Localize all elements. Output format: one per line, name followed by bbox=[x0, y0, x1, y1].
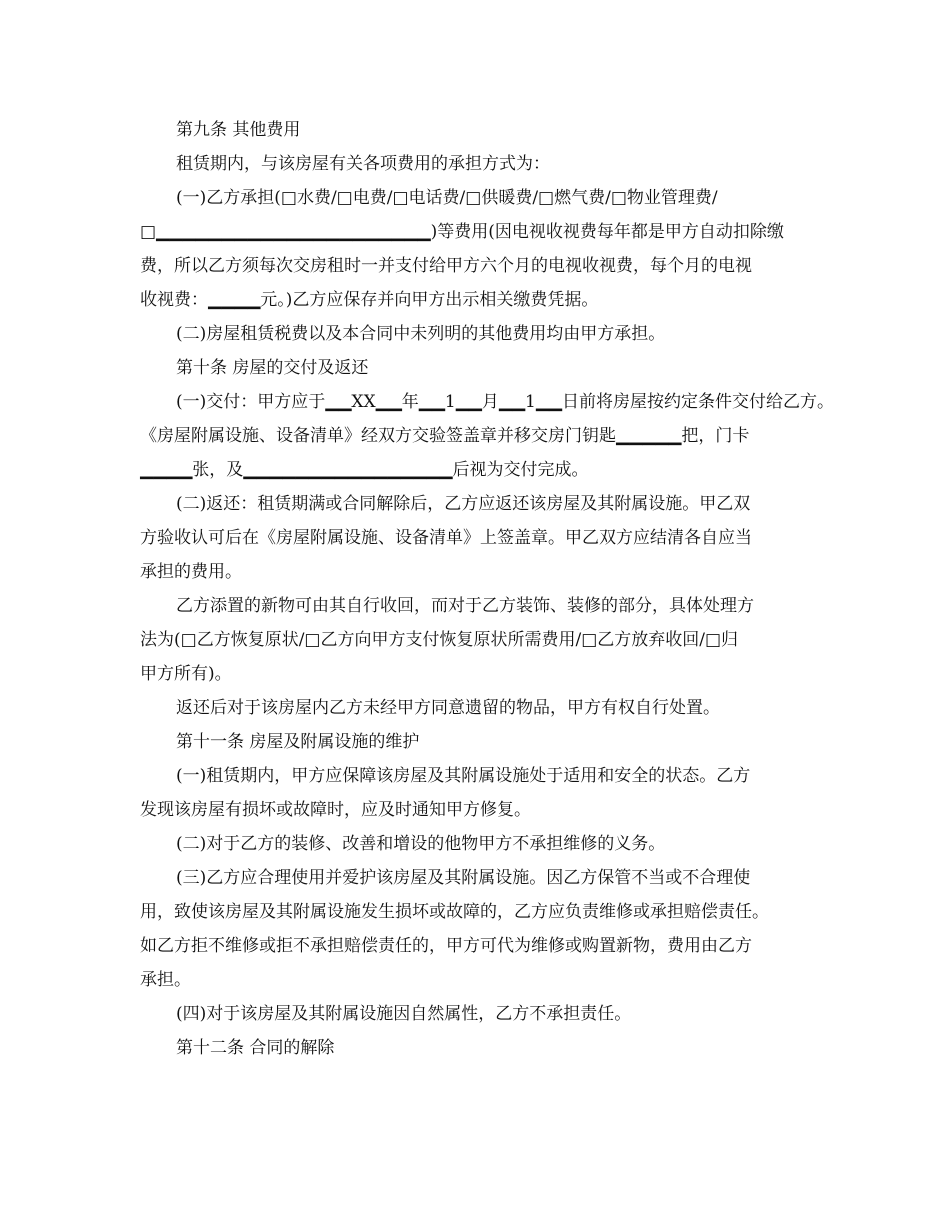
paragraph-line: 如乙方拒不维修或拒不承担赔偿责任的，甲方可代为维修或购置新物，费用由乙方 bbox=[140, 936, 752, 956]
paragraph-line: 《房屋附属设施、设备清单》经双方交验签盖章并移交房门钥匙▁▁▁▁▁把，门卡 bbox=[140, 426, 750, 446]
paragraph-line: 费，所以乙方须每次交房租时一并支付给甲方六个月的电视收视费，每个月的电视 bbox=[140, 256, 752, 276]
paragraph-line: (二)返还：租赁期满或合同解除后，乙方应返还该房屋及其附属设施。甲乙双 bbox=[176, 494, 751, 514]
article-heading: 第十条 房屋的交付及返还 bbox=[176, 358, 369, 378]
document-body bbox=[140, 113, 834, 1065]
paragraph-line: (四)对于该房屋及其附属设施因自然属性，乙方不承担责任。 bbox=[176, 1004, 632, 1024]
paragraph-line: (一)租赁期内，甲方应保障该房屋及其附属设施处于适用和安全的状态。乙方 bbox=[176, 766, 751, 786]
paragraph-line: 法为(□乙方恢复原状/□乙方向甲方支付恢复原状所需费用/□乙方放弃收回/□归 bbox=[140, 630, 739, 650]
paragraph-line: (二)房屋租赁税费以及本合同中未列明的其他费用均由甲方承担。 bbox=[176, 324, 666, 344]
paragraph-line: 甲方所有)。 bbox=[140, 664, 232, 684]
paragraph-line: 收视费：▁▁▁▁元。)乙方应保存并向甲方出示相关缴费凭据。 bbox=[140, 290, 599, 310]
paragraph-line: 承担。 bbox=[140, 970, 191, 990]
article-heading: 第十一条 房屋及附属设施的维护 bbox=[176, 732, 420, 752]
paragraph-line: 发现该房屋有损坏或故障时，应及时通知甲方修复。 bbox=[140, 800, 531, 820]
paragraph-line: 租赁期内，与该房屋有关各项费用的承担方式为： bbox=[176, 154, 550, 174]
paragraph-line: (一)交付：甲方应于▁▁XX▁▁年▁▁1▁▁月▁▁1▁▁日前将房屋按约定条件交付给乙方。 bbox=[176, 392, 834, 412]
paragraph-line: 乙方添置的新物可由其自行收回，而对于乙方装饰、装修的部分，具体处理方 bbox=[176, 596, 754, 616]
paragraph-line: 承担的费用。 bbox=[140, 562, 242, 582]
paragraph-line: □▁▁▁▁▁▁▁▁▁▁▁▁▁▁▁▁▁▁▁▁▁)等费用(因电视收视费每年都是甲方自动扣除缴 bbox=[140, 222, 784, 242]
paragraph-line: 用，致使该房屋及其附属设施发生损坏或故障的，乙方应负责维修或承担赔偿责任。 bbox=[140, 902, 769, 922]
paragraph-line: (三)乙方应合理使用并爱护该房屋及其附属设施。因乙方保管不当或不合理使 bbox=[176, 868, 751, 888]
article-heading: 第九条 其他费用 bbox=[176, 120, 301, 140]
paragraph-line: ▁▁▁▁张，及▁▁▁▁▁▁▁▁▁▁▁▁▁▁▁▁后视为交付完成。 bbox=[140, 460, 589, 480]
paragraph-line: 返还后对于该房屋内乙方未经甲方同意遗留的物品，甲方有权自行处置。 bbox=[176, 698, 720, 718]
paragraph-line: 方验收认可后在《房屋附属设施、设备清单》上签盖章。甲乙双方应结清各自应当 bbox=[140, 528, 752, 548]
paragraph-line: (二)对于乙方的装修、改善和增设的他物甲方不承担维修的义务。 bbox=[176, 834, 666, 854]
paragraph-line: (一)乙方承担(□水费/□电费/□电话费/□供暖费/□燃气费/□物业管理费/ bbox=[176, 188, 718, 208]
article-heading: 第十二条 合同的解除 bbox=[176, 1038, 335, 1058]
